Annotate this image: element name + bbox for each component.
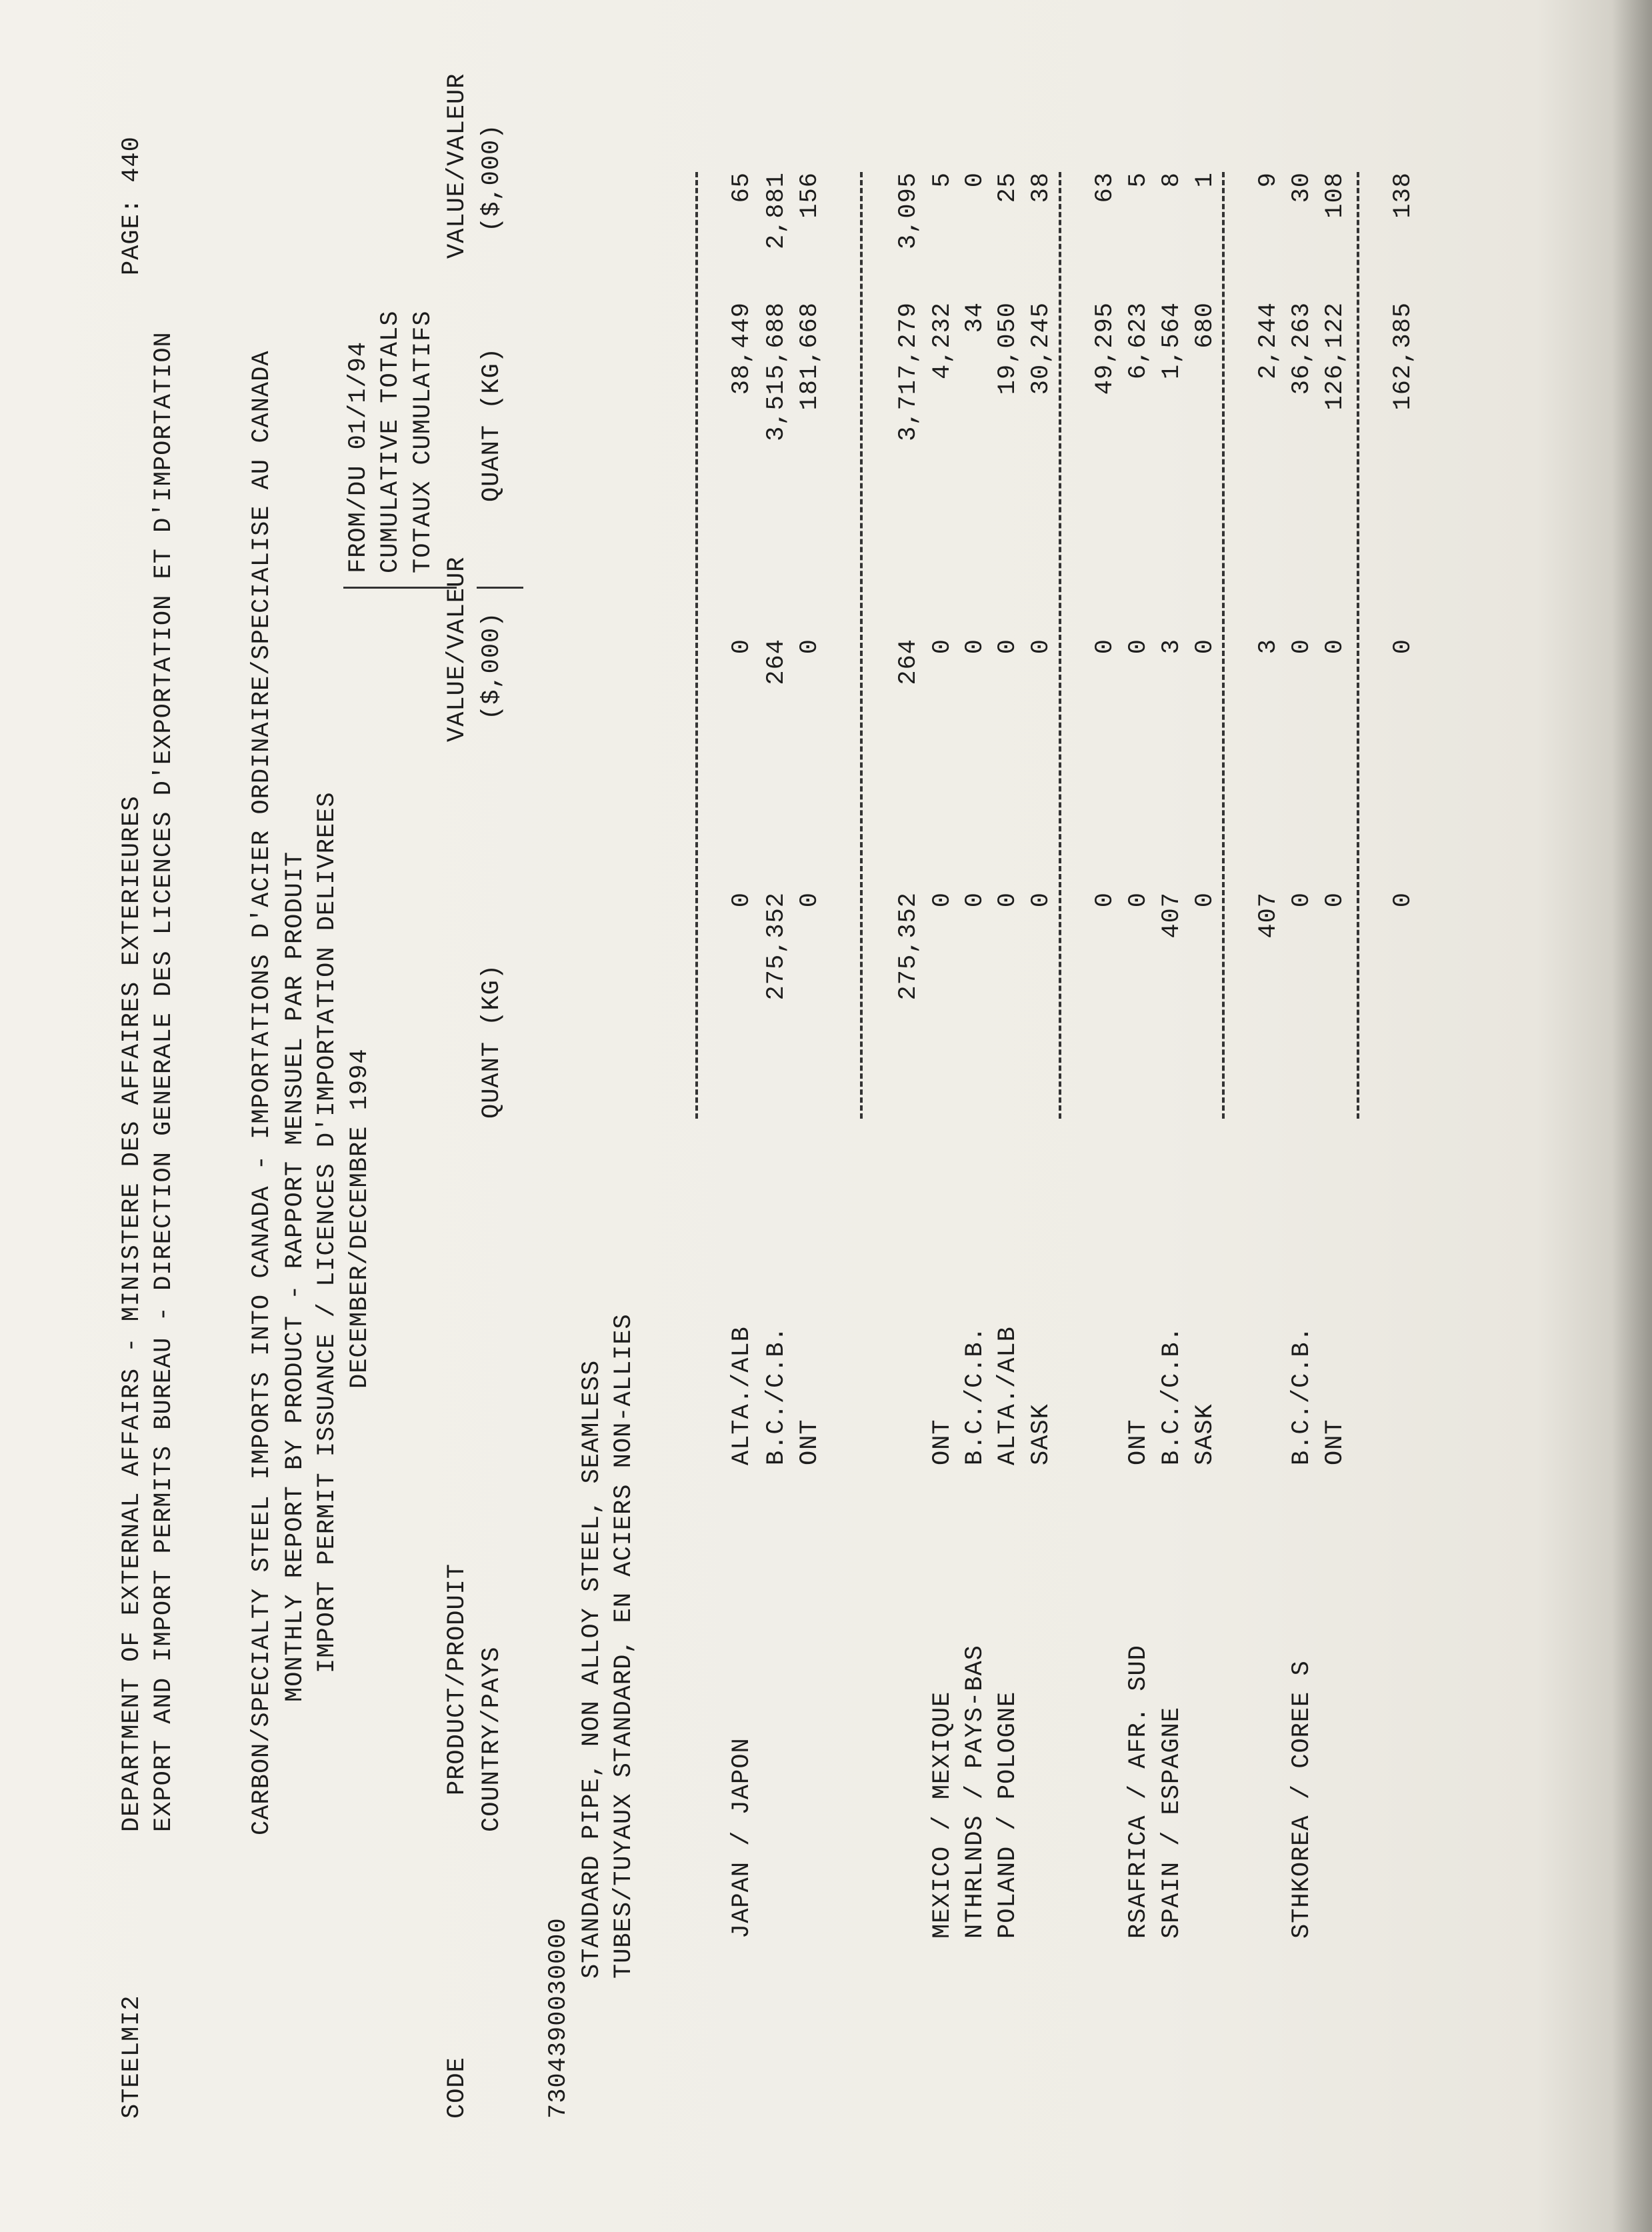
value: 0 <box>796 639 824 655</box>
value: 0 <box>961 639 989 655</box>
header-divider <box>343 587 457 589</box>
cum-value: 1 <box>1191 172 1219 188</box>
header-divider-lower <box>477 587 523 589</box>
country-name: NTHRLNDS / PAYS-BAS <box>961 1645 989 1939</box>
value: 0 <box>728 639 756 655</box>
cum-value: 63 <box>1091 172 1119 203</box>
province: SASK <box>1027 1403 1055 1465</box>
cum-quantity: 34 <box>961 302 989 333</box>
quant-header: QUANT (KG) <box>478 963 506 1119</box>
cum-value: 30 <box>1288 172 1316 203</box>
cum-value: 138 <box>1389 172 1417 219</box>
country-name: MEXICO / MEXIQUE <box>929 1691 957 1939</box>
value: 264 <box>763 639 791 685</box>
cum-value: 25 <box>994 172 1022 203</box>
value: 0 <box>1125 639 1153 655</box>
product-desc-en: STANDARD PIPE, NON ALLOY STEEL, SEAMLESS <box>578 1359 606 1979</box>
cum-quantity: 680 <box>1191 302 1219 349</box>
page-number: PAGE: 440 <box>118 136 146 275</box>
cum-quantity: 19,050 <box>994 302 1022 395</box>
subtotal-rule <box>1222 172 1225 1119</box>
country-name: STHKOREA / COREE S <box>1288 1660 1316 1939</box>
value: 0 <box>1321 639 1349 655</box>
value-header: VALUE/VALEUR <box>443 556 471 742</box>
cum-quant-header: QUANT (KG) <box>478 347 506 502</box>
province: B.C./C.B. <box>763 1326 791 1465</box>
cum-quantity: 1,564 <box>1158 302 1186 380</box>
cum-quantity: 38,449 <box>728 302 756 395</box>
province: B.C./C.B. <box>1158 1326 1186 1465</box>
cum-value-unit: ($,000) <box>478 123 506 232</box>
title-line-3: IMPORT PERMIT ISSUANCE / LICENCES D'IMPORTATION DELIVREES <box>313 791 341 1673</box>
bureau-line: EXPORT AND IMPORT PERMITS BUREAU - DIRECTION GENERALE DES LICENCES D'EXPORTATION ET D'IMPORTATION <box>150 331 178 1832</box>
quantity: 0 <box>1125 892 1153 908</box>
subtotal-rule <box>1357 172 1359 1119</box>
country-name: POLAND / POLOGNE <box>994 1691 1022 1939</box>
cum-quantity: 126,122 <box>1321 302 1349 411</box>
quantity: 275,352 <box>763 892 791 1001</box>
value-unit: ($,000) <box>478 611 506 720</box>
value: 0 <box>994 639 1022 655</box>
product-header: PRODUCT/PRODUIT <box>443 1563 471 1795</box>
subtotal-rule <box>860 172 863 1119</box>
quantity: 0 <box>961 892 989 908</box>
quantity: 0 <box>728 892 756 908</box>
code-header: CODE <box>443 2057 471 2119</box>
department-line: DEPARTMENT OF EXTERNAL AFFAIRS - MINISTERE DES AFFAIRES EXTERIEURES <box>118 795 146 1832</box>
value: 264 <box>895 639 923 685</box>
quantity: 0 <box>1091 892 1119 908</box>
province: ONT <box>796 1419 824 1465</box>
cum-value: 8 <box>1158 172 1186 188</box>
province: B.C./C.B. <box>961 1326 989 1465</box>
cum-value: 5 <box>929 172 957 188</box>
cum-value: 9 <box>1255 172 1283 188</box>
scan-edge-shadow <box>1612 0 1652 2232</box>
quantity: 0 <box>1389 892 1417 908</box>
value: 0 <box>1027 639 1055 655</box>
country-name: SPAIN / ESPAGNE <box>1158 1706 1186 1939</box>
cum-quantity: 2,244 <box>1255 302 1283 380</box>
separator-rule <box>695 172 698 1119</box>
cum-quantity: 6,623 <box>1125 302 1153 380</box>
value: 0 <box>1389 639 1417 655</box>
cum-value: 38 <box>1027 172 1055 203</box>
title-line-2: MONTHLY REPORT BY PRODUCT - RAPPORT MENSUEL PAR PRODUIT <box>281 851 309 1702</box>
quantity: 407 <box>1255 892 1283 939</box>
title-line-1: CARBON/SPECIALTY STEEL IMPORTS INTO CANADA - IMPORTATIONS D'ACIER ORDINAIRE/SPECIALISE AU CANADA <box>248 350 276 1835</box>
value: 3 <box>1255 639 1283 655</box>
value: 0 <box>929 639 957 655</box>
cum-quantity: 30,245 <box>1027 302 1055 395</box>
cum-quantity: 3,717,279 <box>895 302 923 441</box>
cum-value: 108 <box>1321 172 1349 219</box>
title-line-4: DECEMBER/DECEMBRE 1994 <box>346 1048 374 1389</box>
quantity: 0 <box>1321 892 1349 908</box>
cumulative-totals-en: CUMULATIVE TOTALS <box>377 310 405 573</box>
quantity: 275,352 <box>895 892 923 1001</box>
cum-value-header: VALUE/VALEUR <box>443 73 471 259</box>
cum-quantity: 162,385 <box>1389 302 1417 411</box>
subtotal-rule <box>1059 172 1061 1119</box>
quantity: 0 <box>796 892 824 908</box>
quantity: 0 <box>1027 892 1055 908</box>
quantity: 407 <box>1158 892 1186 939</box>
quantity: 0 <box>1288 892 1316 908</box>
province: ONT <box>1125 1419 1153 1465</box>
from-date: FROM/DU 01/1/94 <box>345 341 373 573</box>
value: 3 <box>1158 639 1186 655</box>
province: ALTA./ALB <box>728 1326 756 1465</box>
province: B.C./C.B. <box>1288 1326 1316 1465</box>
product-code: 7304390030000 <box>545 1917 573 2119</box>
cum-quantity: 4,232 <box>929 302 957 380</box>
province: ONT <box>929 1419 957 1465</box>
country-name: RSAFRICA / AFR. SUD <box>1125 1645 1153 1939</box>
cum-value: 5 <box>1125 172 1153 188</box>
value: 0 <box>1288 639 1316 655</box>
cum-quantity: 36,263 <box>1288 302 1316 395</box>
cum-quantity: 181,668 <box>796 302 824 411</box>
quantity: 0 <box>929 892 957 908</box>
cum-quantity: 3,515,688 <box>763 302 791 441</box>
value: 0 <box>1091 639 1119 655</box>
cum-value: 3,095 <box>895 172 923 250</box>
cum-value: 0 <box>961 172 989 188</box>
country-name: JAPAN / JAPON <box>728 1737 756 1939</box>
cum-quantity: 49,295 <box>1091 302 1119 395</box>
quantity: 0 <box>1191 892 1219 908</box>
country-header: COUNTRY/PAYS <box>478 1646 506 1832</box>
value: 0 <box>1191 639 1219 655</box>
quantity: 0 <box>994 892 1022 908</box>
cum-value: 156 <box>796 172 824 219</box>
product-desc-fr: TUBES/TUYAUX STANDARD, EN ACIERS NON-ALLIES <box>610 1313 638 1979</box>
cum-value: 2,881 <box>763 172 791 250</box>
province: ALTA./ALB <box>994 1326 1022 1465</box>
report-id: STEELMI2 <box>118 1995 146 2119</box>
cumulative-totals-fr: TOTAUX CUMULATIFS <box>409 310 437 573</box>
province: ONT <box>1321 1419 1349 1465</box>
province: SASK <box>1191 1403 1219 1465</box>
cum-value: 65 <box>728 172 756 203</box>
